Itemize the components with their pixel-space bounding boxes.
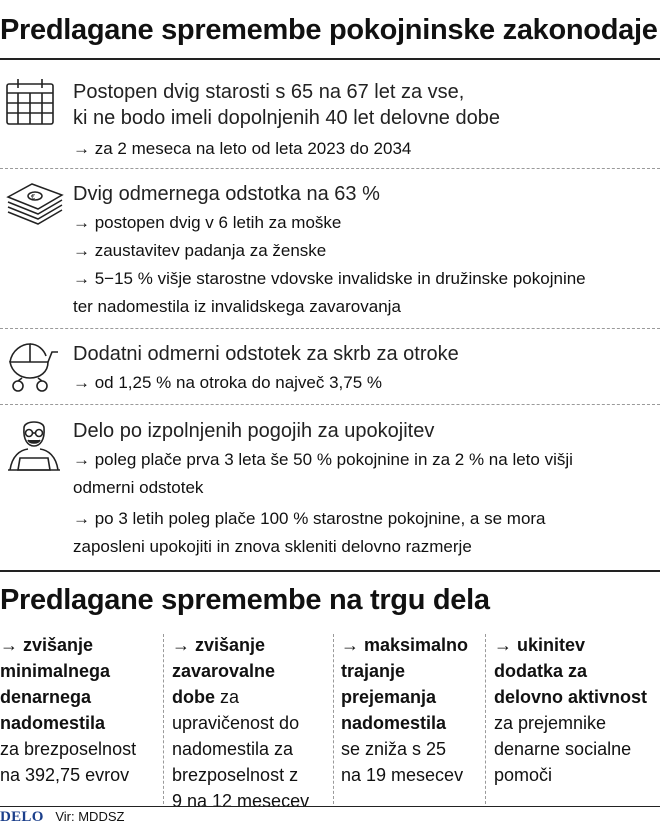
column-line xyxy=(172,762,332,788)
column-line xyxy=(494,632,660,658)
svg-text:€: € xyxy=(31,193,36,201)
item-detail-line: zaposleni upokojiti in znova skleniti delovno razmerje xyxy=(73,537,472,556)
source-text: Vir: MDDSZ xyxy=(55,809,125,824)
column-bold-text: nadomestila xyxy=(341,713,447,733)
senior-worker-icon xyxy=(4,414,64,474)
column-line xyxy=(341,658,481,684)
item-detail-line: odmerni odstotek xyxy=(73,478,204,497)
column-line xyxy=(172,684,332,710)
column-bold-text: zavarovalne xyxy=(172,661,276,681)
column-line xyxy=(0,710,160,736)
item-divider xyxy=(0,328,660,329)
column-text: za prejemnike xyxy=(494,713,607,733)
column-bold-text: → ukinitev xyxy=(494,635,586,655)
item-detail-line: → poleg plače prva 3 leta še 50 % pokojnine in za 2 % na leto višji xyxy=(73,450,573,469)
item-heading-line: Delo po izpolnjenih pogojih za upokojitev xyxy=(73,420,435,442)
item-detail-line: → od 1,25 % na otroka do največ 3,75 % xyxy=(73,373,383,392)
column-bold-text: → maksimalno xyxy=(341,635,469,655)
column-text: denarne socialne xyxy=(494,739,632,759)
column-text: upravičenost do xyxy=(172,713,300,733)
column-line xyxy=(172,788,332,814)
column-text: 9 na 12 mesecev xyxy=(172,791,310,811)
column-text: nadomestila za xyxy=(172,739,294,759)
column-bold-text: dobe xyxy=(172,687,215,707)
column-line xyxy=(341,762,481,788)
column-bold-text: → zvišanje xyxy=(172,635,266,655)
column-line xyxy=(341,710,481,736)
item-accrual-rate xyxy=(73,181,654,321)
column-text: na 19 mesecev xyxy=(341,765,464,785)
item-heading-line: Postopen dvig starosti s 65 na 67 let za vse, xyxy=(73,81,465,103)
item-retirement-age xyxy=(73,79,654,163)
column-line xyxy=(172,658,332,684)
item-detail-line: → po 3 letih poleg plače 100 % starostne pokojnine, a se mora xyxy=(73,509,546,528)
item-heading-line: Dvig odmernega odstotka na 63 % xyxy=(73,183,380,205)
delo-logo: DELO xyxy=(0,809,44,825)
item-detail-line: → zaustavitev padanja za ženske xyxy=(73,241,327,260)
section2-title: Predlagane spremembe na trgu dela xyxy=(0,584,490,616)
column-bold-text: trajanje xyxy=(341,661,406,681)
column-divider xyxy=(333,634,334,804)
column-line xyxy=(494,762,660,788)
column-line xyxy=(341,684,481,710)
section1-title: Predlagane spremembe pokojninske zakonodaje xyxy=(0,14,658,46)
item-work-after-retirement xyxy=(73,418,654,561)
section2-top-rule xyxy=(0,570,660,572)
stroller-icon xyxy=(4,338,60,394)
column-bold-text: delovno aktivnost xyxy=(494,687,648,707)
column-line xyxy=(341,632,481,658)
column-bold-text: denarnega xyxy=(0,687,92,707)
footer xyxy=(0,809,124,826)
labor-column-1 xyxy=(0,632,160,788)
column-line xyxy=(494,658,660,684)
column-text: se zniža s 25 xyxy=(341,739,447,759)
column-line xyxy=(0,736,160,762)
item-detail-line: ter nadomestila iz invalidskega zavarovanja xyxy=(73,297,401,316)
column-line xyxy=(494,710,660,736)
item-detail-line: → postopen dvig v 6 letih za moške xyxy=(73,213,342,232)
item-detail-line: → 5−15 % višje starostne vdovske invalidske in družinske pokojnine xyxy=(73,269,586,288)
footer-rule xyxy=(0,806,660,807)
item-divider xyxy=(0,168,660,169)
column-line xyxy=(0,762,160,788)
column-line xyxy=(172,736,332,762)
column-bold-text: prejemanja xyxy=(341,687,437,707)
column-bold-text: nadomestila xyxy=(0,713,106,733)
column-text: za brezposelnost xyxy=(0,739,137,759)
column-line xyxy=(494,684,660,710)
item-divider xyxy=(0,404,660,405)
column-text: brezposelnost z xyxy=(172,765,299,785)
column-line xyxy=(172,632,332,658)
column-line xyxy=(172,710,332,736)
section1-top-rule xyxy=(0,58,660,60)
item-heading-line: Dodatni odmerni odstotek za skrb za otroke xyxy=(73,343,459,365)
column-bold-text: dodatka za xyxy=(494,661,588,681)
column-bold-text: minimalnega xyxy=(0,661,111,681)
column-text: na 392,75 evrov xyxy=(0,765,130,785)
column-line xyxy=(494,736,660,762)
calendar-icon xyxy=(4,76,56,128)
banknotes-icon xyxy=(4,180,64,228)
column-divider xyxy=(163,634,164,804)
column-bold-text: → zvišanje xyxy=(0,635,94,655)
item-detail-line: → za 2 meseca na leto od leta 2023 do 2034 xyxy=(73,139,412,158)
item-heading-line: ki ne bodo imeli dopolnjenih 40 let delovne dobe xyxy=(73,107,500,129)
column-text: za xyxy=(215,687,240,707)
column-text: pomoči xyxy=(494,765,553,785)
column-line xyxy=(0,684,160,710)
column-line xyxy=(0,658,160,684)
labor-column-3 xyxy=(341,632,481,788)
item-childcare xyxy=(73,341,654,397)
labor-column-4 xyxy=(494,632,660,788)
column-divider xyxy=(485,634,486,804)
column-line xyxy=(0,632,160,658)
labor-column-2 xyxy=(172,632,332,814)
column-line xyxy=(341,736,481,762)
